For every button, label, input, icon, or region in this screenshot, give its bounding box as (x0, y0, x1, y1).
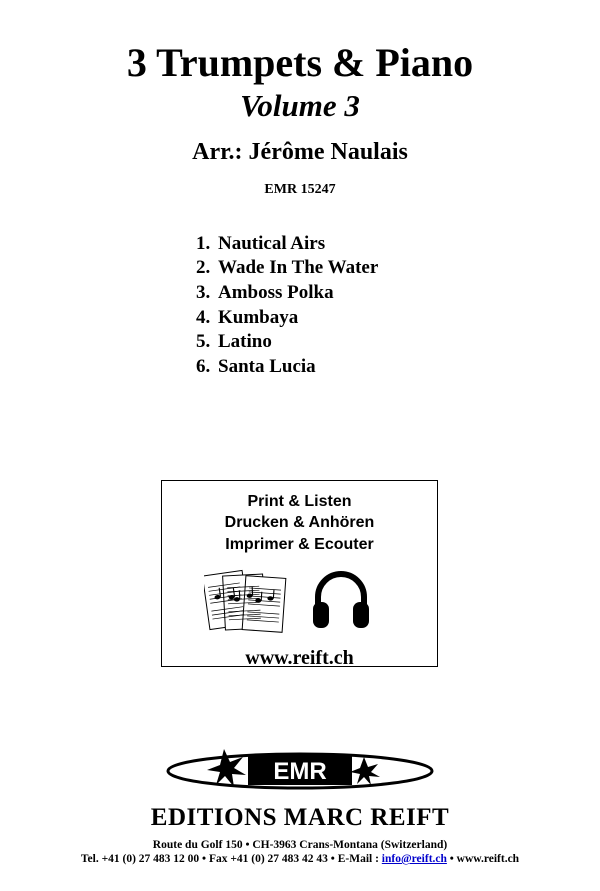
promo-line-english: Print & Listen (247, 493, 352, 510)
sheet-music-icon (204, 563, 290, 644)
track-title: Latino (218, 331, 272, 353)
svg-text:EMR: EMR (273, 758, 327, 785)
track-number: 5. (196, 331, 211, 353)
track-title: Wade In The Water (218, 257, 379, 279)
publisher-footer (0, 743, 600, 865)
emr-logo-icon (0, 743, 600, 802)
promo-graphics (162, 563, 437, 639)
arranger-credit: Arr.: Jérôme Naulais (192, 138, 408, 165)
track-title: Amboss Polka (218, 281, 334, 303)
promo-website-url[interactable]: www.reift.ch (245, 646, 354, 669)
headphones-icon (312, 569, 370, 636)
list-item (196, 232, 600, 257)
track-number: 6. (196, 355, 211, 377)
track-number: 4. (196, 306, 211, 328)
cover-page (0, 42, 600, 891)
track-number: 3. (196, 281, 211, 303)
track-title: Santa Lucia (218, 355, 316, 377)
track-number: 1. (196, 232, 211, 254)
track-list (0, 232, 600, 380)
publisher-contact (0, 853, 600, 865)
track-title: Nautical Airs (218, 232, 326, 254)
list-item (196, 281, 600, 306)
list-item (196, 355, 600, 380)
email-link[interactable]: info@reift.ch (381, 853, 447, 865)
list-item (196, 306, 600, 331)
print-and-listen-box (161, 480, 438, 667)
contact-phone-fax: Tel. +41 (0) 27 483 12 00 • Fax +41 (0) 27 483 42 43 • E-Mail : (80, 853, 382, 865)
volume-subtitle: Volume 3 (240, 88, 360, 123)
promo-line-german: Drucken & Anhören (224, 514, 375, 532)
publisher-address: Route du Golf 150 • CH-3963 Crans-Montana (Switzerland) (152, 839, 448, 851)
list-item (196, 330, 600, 355)
page-title: 3 Trumpets & Piano (126, 40, 474, 85)
list-item (196, 256, 600, 281)
publisher-name: EDITIONS MARC REIFT (150, 804, 450, 831)
catalog-number: EMR 15247 (264, 181, 336, 197)
track-number: 2. (196, 257, 211, 279)
promo-line-french: Imprimer & Ecouter (225, 535, 374, 553)
track-title: Kumbaya (218, 306, 299, 328)
contact-website: • www.reift.ch (446, 853, 520, 865)
